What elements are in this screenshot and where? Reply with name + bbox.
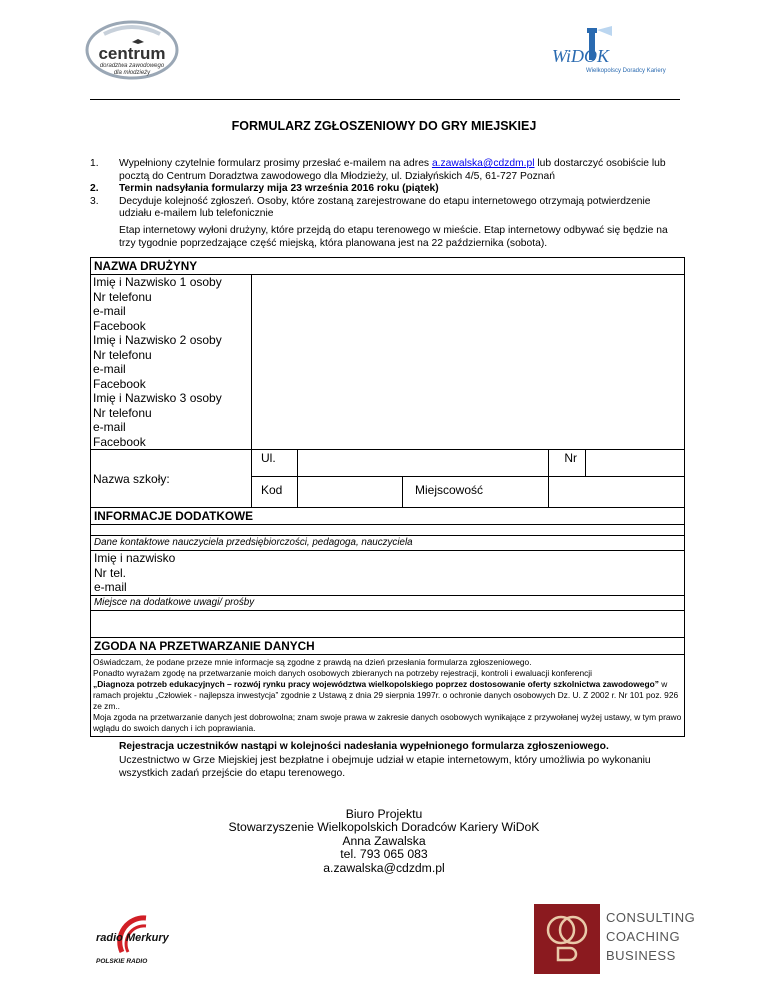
centrum-logo-sub1: doradztwa zawodowego <box>99 63 165 69</box>
centrum-logo <box>84 20 180 80</box>
widok-logo <box>552 24 672 84</box>
contact-line: Stowarzyszenie Wielkopolskich Doradców Kariery WiDoK <box>228 820 540 835</box>
spacer-row <box>91 524 684 535</box>
registration-text: Uczestnictwo w Grze Miejskiej jest bezpłatne i obejmuje udział w etapie internetowym, który umożliwia po wykonaniu wszystkich zadań przejście do etapu terenowego. <box>119 754 651 779</box>
postcode-input[interactable] <box>298 477 402 507</box>
field-label: Facebook <box>93 434 146 449</box>
field-label: e-mail <box>93 362 126 376</box>
radio-logo-sub: POLSKIE RADIO <box>96 958 148 965</box>
radio-logo-text: radio Merkury <box>96 932 169 944</box>
consent-line: Moja zgoda na przetwarzanie danych jest dobrowolna; znam swoje prawa w zakresie danych osobowych wynikające z przywołanej wyżej ustawy, w tym prawo wglądu do swoich danych i ich poprawiania. <box>93 711 682 734</box>
registration-bold: Rejestracja uczestników nastąpi w kolejności nadesłania wypełnionego formularza zgłoszeniowego. <box>119 741 609 752</box>
header-divider <box>90 99 680 100</box>
field-label: Nr telefonu <box>93 405 152 420</box>
instruction-text: Wypełniony czytelnie formularz prosimy przesłać e-mailem na adres <box>119 158 432 169</box>
ccb-logo <box>534 904 696 974</box>
consent-line: Ponadto wyrażam zgodę na przetwarzanie moich danych osobowych zbieranych na potrzeby rejestracji, kontroli i ewaluacji konferencji <box>93 667 593 678</box>
contact-line: Anna Zawalska <box>342 833 426 848</box>
school-section <box>91 449 684 507</box>
team-name-heading: NAZWA DRUŻYNY <box>94 259 198 273</box>
instruction-number: 1. <box>90 158 99 169</box>
city-input[interactable] <box>548 477 684 507</box>
participants-input-area[interactable] <box>251 275 684 449</box>
field-label: Nr telefonu <box>93 289 152 304</box>
field-label: Imię i Nazwisko 1 osoby <box>93 275 222 289</box>
ccb-monogram-box <box>534 904 600 974</box>
field-label: e-mail <box>93 420 126 434</box>
teacher-heading: Dane kontaktowe nauczyciela przedsiębiorczości, pedagoga, nauczyciela <box>91 535 684 550</box>
remarks-heading: Miejsce na dodatkowe uwagi/ prośby <box>91 595 684 610</box>
postcode-city-row <box>297 477 548 507</box>
instruction-text-cont: lub dostarczyć osobiście lub pocztą do Centrum Doradztwa zawodowego dla Młodzieży, ul. Działyńskich 4/5, 61-727 Poznań <box>119 158 666 182</box>
ccb-logo-text <box>606 908 695 965</box>
contact-line: Biuro Projektu <box>345 807 423 821</box>
consent-text <box>91 654 684 737</box>
field-label: Imię i nazwisko <box>94 551 176 565</box>
field-label: Facebook <box>93 376 146 391</box>
contact-block <box>0 808 768 875</box>
consent-project-title: „Diagnoza potrzeb edukacyjnych – rozwój rynku pracy województwa wielkopolskiego poprzez dostosowanie oferty szkolnictwa zawodowego” <box>93 678 659 689</box>
email-link[interactable]: a.zawalska@cdzdm.pl <box>431 158 535 169</box>
postcode-label: Kod <box>251 477 297 507</box>
number-input[interactable] <box>585 450 684 477</box>
deadline-text: Termin nadsyłania formularzy mija 23 września 2016 roku (piątek) <box>119 183 439 194</box>
registration-form <box>90 257 685 737</box>
team-name-field <box>91 274 684 449</box>
number-label: Nr <box>548 450 585 477</box>
stages-paragraph: Etap internetowy wyłoni drużyny, które przejdą do etapu terenowego w mieście. Etap internetowy odbywać się będzie na trzy tygodnie poprzedzające część miejską, która planowana jest na 22 października (sobota). <box>119 225 668 249</box>
radio-merkury-logo <box>92 912 170 972</box>
instruction-number: 3. <box>90 195 99 207</box>
field-label: Nr telefonu <box>93 347 152 362</box>
widok-logo-sub: Wielkopolscy Doradcy Kariery <box>586 68 666 74</box>
teacher-fields[interactable] <box>91 550 684 595</box>
contact-email: a.zawalska@cdzdm.pl <box>323 860 445 875</box>
field-label: Facebook <box>93 318 146 333</box>
widok-logo-text: WiDOK <box>552 46 610 66</box>
remarks-input[interactable] <box>91 610 684 637</box>
centrum-logo-sub2: dla młodzieży <box>113 70 151 76</box>
participants-labels <box>91 275 251 449</box>
instruction-item-1 <box>90 158 680 183</box>
instruction-text: Decyduje kolejność zgłoszeń. Osoby, które zostaną zarejestrowane do etapu internetowego otrzymają potwierdzenie udziału e-mailem lub telefonicznie <box>119 195 651 219</box>
street-input[interactable] <box>297 450 548 477</box>
field-label: e-mail <box>94 580 127 594</box>
field-label: Imię i Nazwisko 2 osoby <box>93 333 222 347</box>
additional-info-heading: INFORMACJE DODATKOWE <box>91 507 684 524</box>
field-label: Imię i Nazwisko 3 osoby <box>93 391 222 405</box>
street-label: Ul. <box>251 450 297 477</box>
consent-line: w ramach projektu „Człowiek - najlepsza inwestycja” zgodnie z Ustawą z dnia 29 sierpnia 1997r. o ochronie danych osobowych Dz. U. Z 2002 r. Nr 101 poz. 926 ze zm.. <box>93 678 679 711</box>
field-label: Nr tel. <box>94 565 127 580</box>
registration-note <box>119 740 674 781</box>
instruction-item-2 <box>90 183 680 196</box>
ccb-line: COACHING <box>606 929 681 944</box>
instruction-number: 2. <box>90 183 99 194</box>
contact-line: tel. 793 065 083 <box>340 847 428 862</box>
city-label: Miejscowość <box>402 477 548 507</box>
consent-line: Oświadczam, że podane przeze mnie informacje są zgodne z prawdą na dzień przesłania formularza zgłoszeniowego. <box>93 656 532 667</box>
ccb-line: BUSINESS <box>606 948 676 963</box>
centrum-logo-text: centrum <box>98 44 166 63</box>
consent-heading: ZGODA NA PRZETWARZANIE DANYCH <box>91 637 684 654</box>
instructions-list <box>90 158 680 221</box>
instruction-item-3 <box>90 196 680 221</box>
field-label: e-mail <box>93 304 126 318</box>
school-label: Nazwa szkoły: <box>93 471 170 486</box>
page-title: FORMULARZ ZGŁOSZENIOWY DO GRY MIEJSKIEJ <box>231 119 537 133</box>
ccb-line: CONSULTING <box>606 910 696 925</box>
